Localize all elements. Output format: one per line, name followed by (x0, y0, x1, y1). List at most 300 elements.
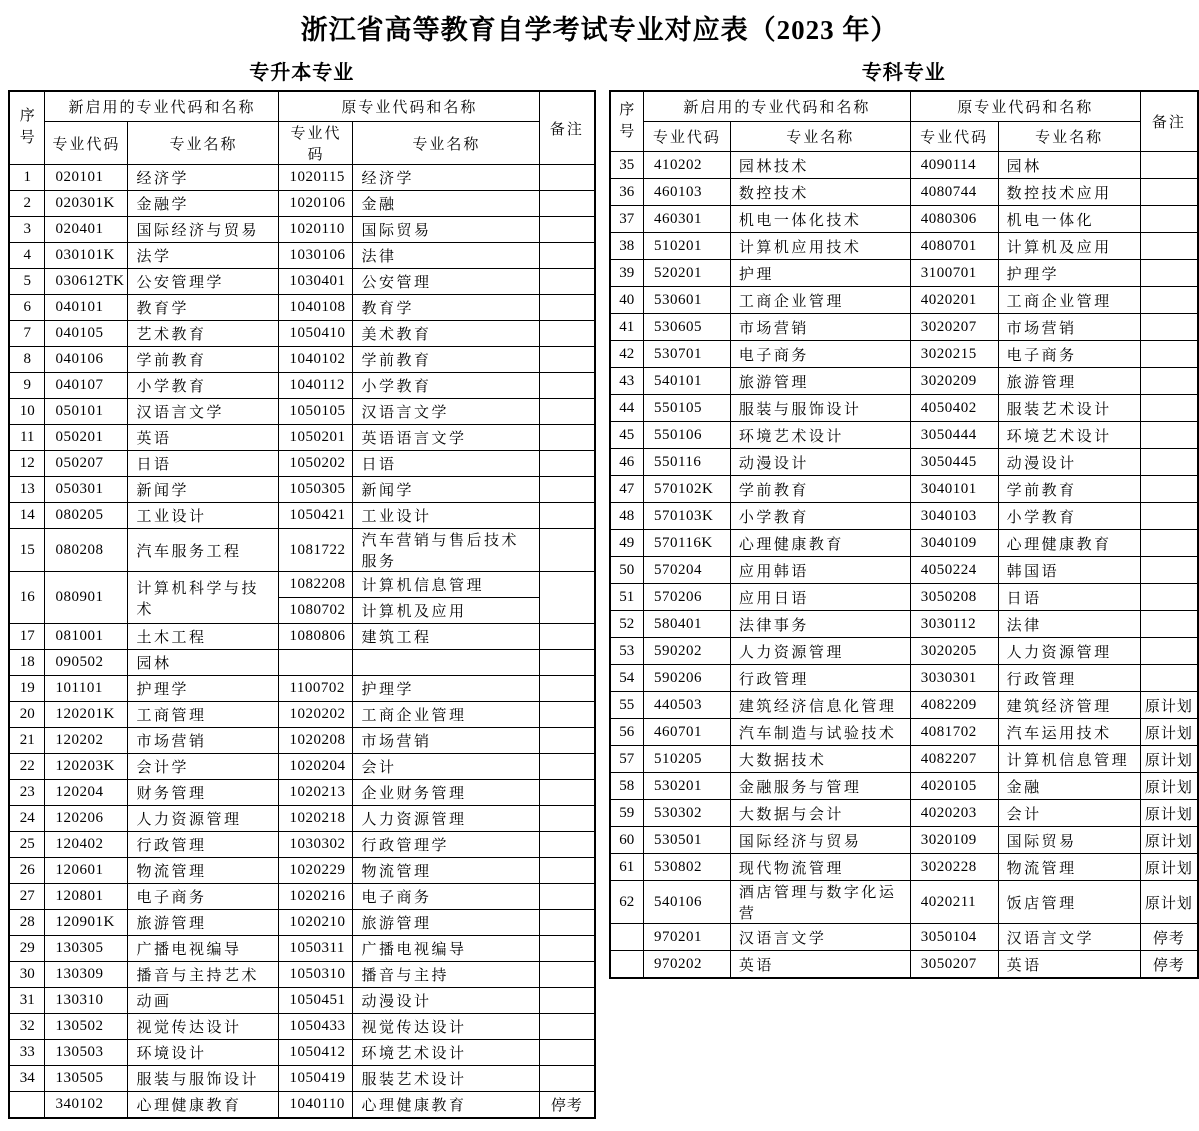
row-serial-number: 6 (9, 295, 45, 321)
row-serial-number: 53 (610, 638, 644, 665)
old-major-name: 法律 (998, 611, 1140, 638)
row-note (540, 988, 595, 1014)
header-new-major-code: 专业代码 (643, 122, 730, 152)
row-note (1140, 152, 1198, 179)
old-major-name: 饭店管理 (998, 881, 1140, 924)
row-serial-number: 40 (610, 287, 644, 314)
new-major-name: 现代物流管理 (730, 854, 910, 881)
header-old-major-group: 原专业代码和名称 (279, 91, 540, 122)
new-major-code: 970202 (643, 951, 730, 979)
old-major-code: 1080806 (279, 624, 353, 650)
old-major-name: 法律 (353, 243, 540, 269)
old-major-code: 3040109 (910, 530, 998, 557)
row-serial-number: 3 (9, 217, 45, 243)
new-major-name: 日语 (128, 451, 279, 477)
table-row (610, 152, 1199, 179)
old-major-code: 4020105 (910, 773, 998, 800)
old-major-code: 1030106 (279, 243, 353, 269)
old-major-code: 3050445 (910, 449, 998, 476)
row-serial-number: 33 (9, 1040, 45, 1066)
old-major-name: 会计 (998, 800, 1140, 827)
new-major-name: 汉语言文学 (730, 924, 910, 951)
old-major-name: 美术教育 (353, 321, 540, 347)
old-major-name: 环境艺术设计 (998, 422, 1140, 449)
new-major-name: 工业设计 (128, 503, 279, 529)
undergraduate-upgrade-table (8, 90, 596, 1119)
table-row (610, 924, 1199, 951)
row-note (1140, 233, 1198, 260)
row-note (1140, 206, 1198, 233)
old-major-code: 4080744 (910, 179, 998, 206)
new-major-name: 新闻学 (128, 477, 279, 503)
old-major-name: 市场营销 (353, 728, 540, 754)
old-major-code: 1040112 (279, 373, 353, 399)
row-serial-number: 45 (610, 422, 644, 449)
table-row (610, 854, 1199, 881)
row-note: 原计划 (1140, 854, 1198, 881)
old-major-code: 4082207 (910, 746, 998, 773)
old-major-code: 1050202 (279, 451, 353, 477)
table-row (9, 806, 595, 832)
row-serial-number: 56 (610, 719, 644, 746)
old-major-name: 护理学 (998, 260, 1140, 287)
table-row (9, 1014, 595, 1040)
table-row (9, 191, 595, 217)
new-major-code: 050207 (45, 451, 128, 477)
table-row (610, 476, 1199, 503)
header-old-major-name: 专业名称 (998, 122, 1140, 152)
old-major-code: 1020229 (279, 858, 353, 884)
right-table-caption: 专科专业 (609, 56, 1199, 85)
row-note (540, 754, 595, 780)
row-note (540, 217, 595, 243)
new-major-code: 130310 (45, 988, 128, 1014)
old-major-code: 1020216 (279, 884, 353, 910)
new-major-name: 工商企业管理 (730, 287, 910, 314)
table-row (610, 800, 1199, 827)
row-serial-number: 2 (9, 191, 45, 217)
row-serial-number: 46 (610, 449, 644, 476)
table-row (610, 746, 1199, 773)
new-major-name: 法律事务 (730, 611, 910, 638)
new-major-code: 530601 (643, 287, 730, 314)
old-major-name: 计算机信息管理 (998, 746, 1140, 773)
row-note (1140, 476, 1198, 503)
new-major-code: 510201 (643, 233, 730, 260)
old-major-name: 物流管理 (998, 854, 1140, 881)
new-major-code: 040107 (45, 373, 128, 399)
new-major-code: 081001 (45, 624, 128, 650)
old-major-name: 数控技术应用 (998, 179, 1140, 206)
new-major-code: 530802 (643, 854, 730, 881)
row-serial-number: 14 (9, 503, 45, 529)
row-note (1140, 665, 1198, 692)
row-note: 原计划 (1140, 719, 1198, 746)
old-major-name: 小学教育 (998, 503, 1140, 530)
old-major-name (353, 650, 540, 676)
table-row (610, 449, 1199, 476)
old-major-name: 汽车营销与售后技术服务 (353, 529, 540, 572)
table-row (610, 719, 1199, 746)
old-major-code: 1050310 (279, 962, 353, 988)
old-major-name: 建筑工程 (353, 624, 540, 650)
table-row (610, 368, 1199, 395)
new-major-name: 英语 (730, 951, 910, 979)
row-note (540, 910, 595, 936)
new-major-code: 050201 (45, 425, 128, 451)
new-major-name: 市场营销 (128, 728, 279, 754)
row-note (1140, 314, 1198, 341)
old-major-code: 1040110 (279, 1092, 353, 1119)
new-major-name: 工商管理 (128, 702, 279, 728)
table-row (610, 611, 1199, 638)
old-major-code: 4020201 (910, 287, 998, 314)
old-major-code: 1050305 (279, 477, 353, 503)
table-row (610, 530, 1199, 557)
row-note (540, 572, 595, 624)
row-serial-number: 58 (610, 773, 644, 800)
row-note (1140, 287, 1198, 314)
old-major-code: 3050207 (910, 951, 998, 979)
row-note: 停考 (1140, 951, 1198, 979)
old-major-code: 3050444 (910, 422, 998, 449)
new-major-code: 530302 (643, 800, 730, 827)
new-major-code: 570102K (643, 476, 730, 503)
old-major-code: 1100702 (279, 676, 353, 702)
header-new-major-group: 新启用的专业代码和名称 (45, 91, 279, 122)
old-major-name: 旅游管理 (353, 910, 540, 936)
row-note (540, 295, 595, 321)
new-major-code: 080901 (45, 572, 128, 624)
new-major-name: 环境设计 (128, 1040, 279, 1066)
new-major-code: 120204 (45, 780, 128, 806)
new-major-code: 120901K (45, 910, 128, 936)
row-serial-number: 11 (9, 425, 45, 451)
table-header (610, 91, 1199, 152)
row-serial-number: 38 (610, 233, 644, 260)
old-major-code: 4020211 (910, 881, 998, 924)
new-major-code: 970201 (643, 924, 730, 951)
new-major-name: 经济学 (128, 165, 279, 191)
old-major-name: 汉语言文学 (998, 924, 1140, 951)
new-major-code: 440503 (643, 692, 730, 719)
new-major-name: 土木工程 (128, 624, 279, 650)
header-note: 备注 (540, 91, 595, 165)
old-major-code: 3020209 (910, 368, 998, 395)
old-major-code: 1082208 (279, 572, 353, 598)
row-note: 原计划 (1140, 827, 1198, 854)
old-major-code: 1020204 (279, 754, 353, 780)
row-note (540, 269, 595, 295)
row-serial-number: 37 (610, 206, 644, 233)
old-major-code: 1040102 (279, 347, 353, 373)
new-major-name: 行政管理 (730, 665, 910, 692)
old-major-code: 3020228 (910, 854, 998, 881)
new-major-code: 050101 (45, 399, 128, 425)
old-major-name: 汉语言文学 (353, 399, 540, 425)
old-major-name: 电子商务 (998, 341, 1140, 368)
table-row (9, 347, 595, 373)
new-major-code: 540101 (643, 368, 730, 395)
old-major-code: 1050201 (279, 425, 353, 451)
old-major-name: 会计 (353, 754, 540, 780)
row-note (540, 399, 595, 425)
old-major-name: 工商企业管理 (353, 702, 540, 728)
old-major-code: 3020215 (910, 341, 998, 368)
new-major-name: 动画 (128, 988, 279, 1014)
new-major-name: 心理健康教育 (730, 530, 910, 557)
old-major-name: 心理健康教育 (353, 1092, 540, 1119)
table-row (9, 1066, 595, 1092)
row-note (1140, 368, 1198, 395)
row-serial-number: 26 (9, 858, 45, 884)
table-row (9, 399, 595, 425)
old-major-name: 工商企业管理 (998, 287, 1140, 314)
old-major-name: 广播电视编导 (353, 936, 540, 962)
new-major-name: 服装与服饰设计 (730, 395, 910, 422)
left-table-caption: 专升本专业 (8, 56, 596, 85)
row-serial-number: 44 (610, 395, 644, 422)
new-major-code: 530605 (643, 314, 730, 341)
old-major-name: 心理健康教育 (998, 530, 1140, 557)
table-row (610, 827, 1199, 854)
old-major-code: 3040103 (910, 503, 998, 530)
old-major-code: 1050412 (279, 1040, 353, 1066)
old-major-code: 1040108 (279, 295, 353, 321)
header-old-major-group: 原专业代码和名称 (910, 91, 1140, 122)
new-major-code: 130309 (45, 962, 128, 988)
row-serial-number: 30 (9, 962, 45, 988)
old-major-code: 1020106 (279, 191, 353, 217)
old-major-name: 旅游管理 (998, 368, 1140, 395)
new-major-name: 电子商务 (730, 341, 910, 368)
row-note (540, 503, 595, 529)
header-new-major-code: 专业代码 (45, 122, 128, 165)
new-major-name: 计算机科学与技术 (128, 572, 279, 624)
new-major-code: 030101K (45, 243, 128, 269)
new-major-code: 120203K (45, 754, 128, 780)
row-note (540, 347, 595, 373)
old-major-code: 1050421 (279, 503, 353, 529)
row-serial-number: 7 (9, 321, 45, 347)
new-major-code: 460701 (643, 719, 730, 746)
row-note (540, 243, 595, 269)
old-major-code: 3050208 (910, 584, 998, 611)
row-serial-number: 42 (610, 341, 644, 368)
row-note (1140, 179, 1198, 206)
new-major-code: 530201 (643, 773, 730, 800)
old-major-name: 人力资源管理 (353, 806, 540, 832)
row-serial-number: 10 (9, 399, 45, 425)
new-major-code: 120202 (45, 728, 128, 754)
new-major-name: 应用日语 (730, 584, 910, 611)
new-major-code: 520201 (643, 260, 730, 287)
row-note (540, 321, 595, 347)
row-serial-number: 21 (9, 728, 45, 754)
old-major-name: 新闻学 (353, 477, 540, 503)
table-row (9, 780, 595, 806)
row-serial-number: 49 (610, 530, 644, 557)
new-major-code: 080208 (45, 529, 128, 572)
table-body (9, 165, 595, 1119)
row-serial-number: 52 (610, 611, 644, 638)
new-major-name: 国际经济与贸易 (730, 827, 910, 854)
old-major-code: 1081722 (279, 529, 353, 572)
row-note (540, 165, 595, 191)
row-serial-number: 22 (9, 754, 45, 780)
row-serial-number: 20 (9, 702, 45, 728)
new-major-code: 460301 (643, 206, 730, 233)
row-serial-number: 24 (9, 806, 45, 832)
old-major-code: 4050402 (910, 395, 998, 422)
row-note (540, 728, 595, 754)
old-major-name: 环境艺术设计 (353, 1040, 540, 1066)
table-row (9, 503, 595, 529)
new-major-code: 130502 (45, 1014, 128, 1040)
row-serial-number (610, 951, 644, 979)
table-row (9, 572, 595, 598)
row-serial-number: 1 (9, 165, 45, 191)
new-major-code: 120801 (45, 884, 128, 910)
row-note (540, 962, 595, 988)
header-new-major-name: 专业名称 (128, 122, 279, 165)
old-major-name: 园林 (998, 152, 1140, 179)
row-note (540, 191, 595, 217)
table-row (9, 858, 595, 884)
new-major-name: 建筑经济信息化管理 (730, 692, 910, 719)
old-major-name: 动漫设计 (353, 988, 540, 1014)
new-major-code: 530701 (643, 341, 730, 368)
old-major-name: 护理学 (353, 676, 540, 702)
table-row (9, 321, 595, 347)
row-note (540, 624, 595, 650)
row-serial-number: 47 (610, 476, 644, 503)
new-major-code: 130305 (45, 936, 128, 962)
table-row (9, 832, 595, 858)
new-major-name: 广播电视编导 (128, 936, 279, 962)
header-old-major-code: 专业代码 (910, 122, 998, 152)
new-major-name: 动漫设计 (730, 449, 910, 476)
table-row (9, 910, 595, 936)
header-new-major-group: 新启用的专业代码和名称 (643, 91, 910, 122)
old-major-code: 1030401 (279, 269, 353, 295)
row-note (540, 1040, 595, 1066)
row-note (540, 1014, 595, 1040)
old-major-name: 电子商务 (353, 884, 540, 910)
row-serial-number: 27 (9, 884, 45, 910)
old-major-name: 金融 (998, 773, 1140, 800)
row-serial-number: 17 (9, 624, 45, 650)
table-row (9, 702, 595, 728)
old-major-name: 国际贸易 (998, 827, 1140, 854)
row-note (1140, 395, 1198, 422)
row-note (540, 373, 595, 399)
row-serial-number: 13 (9, 477, 45, 503)
row-serial-number: 15 (9, 529, 45, 572)
table-row (9, 1040, 595, 1066)
row-serial-number: 50 (610, 557, 644, 584)
row-serial-number: 39 (610, 260, 644, 287)
table-row (9, 624, 595, 650)
old-major-code: 3020207 (910, 314, 998, 341)
table-row (9, 676, 595, 702)
row-note (1140, 449, 1198, 476)
new-major-name: 视觉传达设计 (128, 1014, 279, 1040)
table-row (9, 988, 595, 1014)
row-note (540, 451, 595, 477)
new-major-name: 艺术教育 (128, 321, 279, 347)
new-major-name: 教育学 (128, 295, 279, 321)
table-row (9, 962, 595, 988)
row-serial-number: 48 (610, 503, 644, 530)
new-major-code: 550106 (643, 422, 730, 449)
old-major-name: 视觉传达设计 (353, 1014, 540, 1040)
header-row-groups (610, 91, 1199, 122)
new-major-name: 机电一体化技术 (730, 206, 910, 233)
old-major-name: 企业财务管理 (353, 780, 540, 806)
row-serial-number: 34 (9, 1066, 45, 1092)
table-row (9, 477, 595, 503)
new-major-name: 汽车制造与试验技术 (730, 719, 910, 746)
row-serial-number: 43 (610, 368, 644, 395)
row-note (540, 936, 595, 962)
row-serial-number: 51 (610, 584, 644, 611)
new-major-code: 410202 (643, 152, 730, 179)
header-serial-number: 序号 (9, 91, 45, 165)
old-major-code: 3030301 (910, 665, 998, 692)
row-note: 原计划 (1140, 800, 1198, 827)
old-major-code: 3100701 (910, 260, 998, 287)
row-serial-number: 54 (610, 665, 644, 692)
new-major-name: 园林 (128, 650, 279, 676)
row-note (540, 477, 595, 503)
old-major-code: 1050105 (279, 399, 353, 425)
old-major-name: 机电一体化 (998, 206, 1140, 233)
row-note (1140, 557, 1198, 584)
old-major-name: 英语语言文学 (353, 425, 540, 451)
old-major-name: 日语 (998, 584, 1140, 611)
old-major-code: 3020109 (910, 827, 998, 854)
row-note (1140, 260, 1198, 287)
new-major-code: 020401 (45, 217, 128, 243)
old-major-name: 物流管理 (353, 858, 540, 884)
new-major-code: 120402 (45, 832, 128, 858)
old-major-name: 教育学 (353, 295, 540, 321)
new-major-name: 旅游管理 (730, 368, 910, 395)
old-major-code: 1050410 (279, 321, 353, 347)
row-note: 原计划 (1140, 692, 1198, 719)
table-body (610, 152, 1199, 979)
old-major-name: 韩国语 (998, 557, 1140, 584)
row-serial-number: 55 (610, 692, 644, 719)
row-note (540, 650, 595, 676)
row-note (1140, 503, 1198, 530)
table-row (9, 529, 595, 572)
old-major-name: 工业设计 (353, 503, 540, 529)
new-major-name: 园林技术 (730, 152, 910, 179)
old-major-name: 动漫设计 (998, 449, 1140, 476)
new-major-code: 530501 (643, 827, 730, 854)
table-row (9, 373, 595, 399)
table-row (610, 341, 1199, 368)
new-major-name: 数控技术 (730, 179, 910, 206)
new-major-code: 020101 (45, 165, 128, 191)
new-major-name: 护理学 (128, 676, 279, 702)
new-major-name: 人力资源管理 (128, 806, 279, 832)
table-row (610, 881, 1199, 924)
new-major-name: 旅游管理 (128, 910, 279, 936)
table-row (610, 692, 1199, 719)
